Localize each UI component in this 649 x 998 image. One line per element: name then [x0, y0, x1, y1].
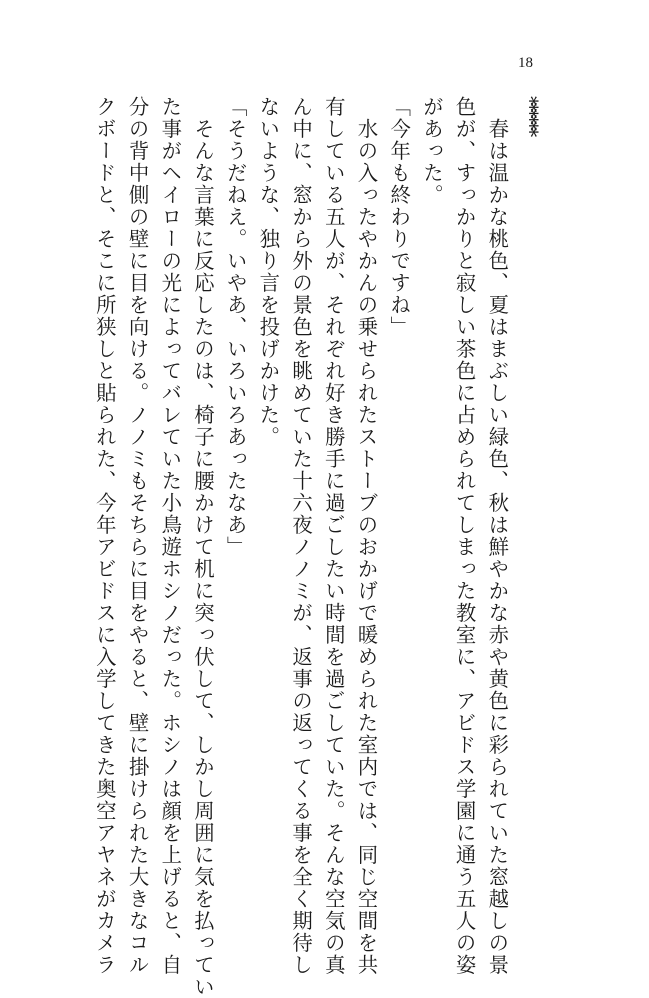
- text-line: 分の背中側の壁に目を向ける。ノノミもそちらに目をやると、壁に掛けられた大きなコル: [125, 96, 150, 976]
- text-line: 水の入ったやかんの乗せられたストーブのおかげで暖められた室内では、同じ空間を共: [354, 96, 379, 976]
- text-line: ん中に、窓から外の景色を眺めていた十六夜ノノミが、返事の返ってくる事を全く期待し: [289, 96, 314, 976]
- page-number: 18: [518, 55, 533, 71]
- body-text: [88, 96, 546, 998]
- text-line: クボードと、そこに所狭しと貼られた、今年アビドスに入学してきた奥空アヤネがカメラ: [92, 96, 117, 976]
- text-line: があった。: [419, 96, 444, 206]
- text-line: ないような、独り言を投げかけた。: [256, 96, 281, 448]
- text-line: 「今年も終わりですね」: [387, 96, 412, 338]
- text-line: そんな言葉に反応したのは、椅子に腰かけて机に突っ伏して、しかし周囲に気を払ってい: [190, 96, 215, 998]
- text-line: 色が、すっかりと寂しい茶色に占められてしまった教室に、アビドス学園に通う五人の姿: [452, 96, 477, 976]
- text-line: 有している五人が、それぞれ好き勝手に過ごしたい時間を過ごしていた。そんな空気の真: [321, 96, 346, 976]
- text-line: 「そうだねえ。いやあ、いろいろあったなあ」: [223, 96, 248, 558]
- text-line: 春は温かな桃色、夏はまぶしい緑色、秋は鮮やかな赤や黄色に彩られていた窓越しの景: [485, 96, 510, 976]
- text-line: た事がヘイローの光によってバレていた小鳥遊ホシノだった。ホシノは顔を上げると、自: [158, 96, 183, 976]
- section-divider: ******: [518, 96, 542, 134]
